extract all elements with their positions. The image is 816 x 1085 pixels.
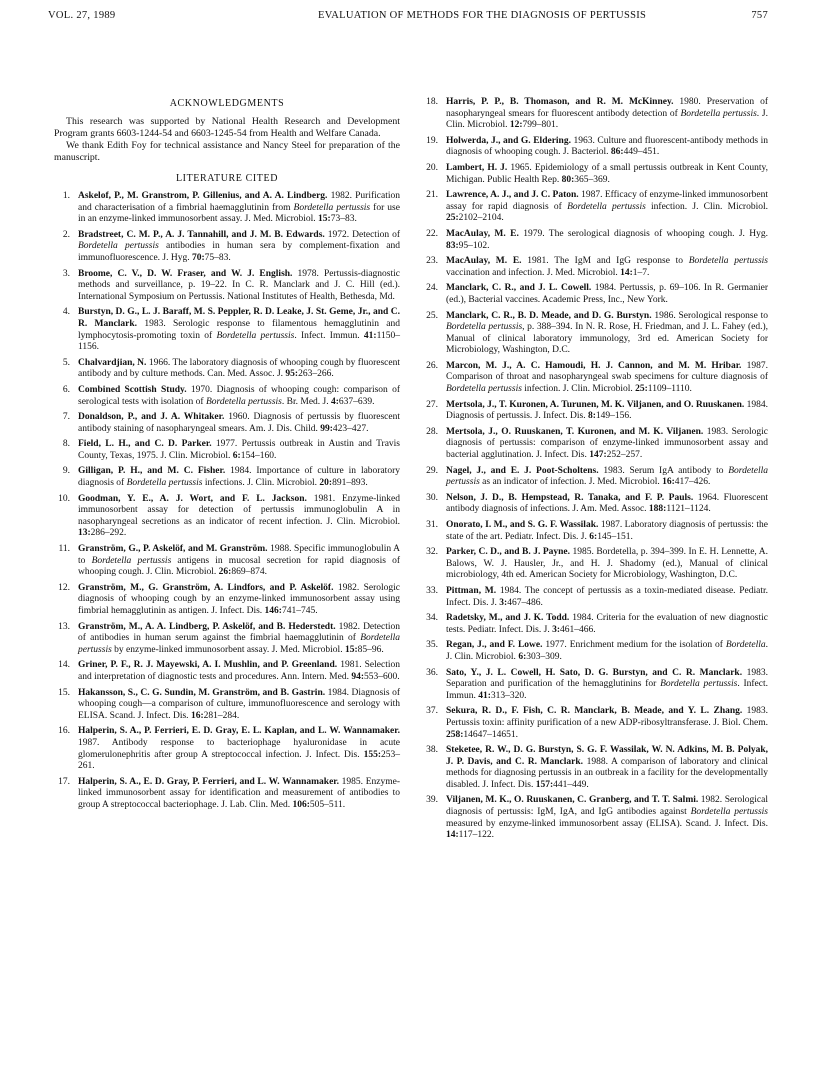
reference-text: 1978. Pertussis-diagnostic methods and surveillance, p. 19–22. In C. R. Manclark and J. C. Hill (ed.). International Symposium on Pertussis. National Institutes of Health, Bethesda, Md. [78,268,400,302]
reference-pages: 1–7. [632,267,650,278]
left-column [54,98,400,816]
running-header [48,10,768,26]
reference-text: 1983. Separation and purification of the hemagglutinins for [446,667,768,690]
reference-volume: 15: [318,214,331,225]
reference-volume: 99: [320,423,333,434]
reference-entry [54,583,400,618]
reference-volume: 80: [561,174,575,185]
reference-volume: 13: [78,528,91,539]
running-title: EVALUATION OF METHODS FOR THE DIAGNOSIS OF PERTUSSIS [318,10,647,21]
reference-text: . J. Clin. Microbiol. [446,640,768,662]
reference-volume: 155: [363,749,381,760]
reference-text: 1984. Importance of culture in laboratory diagnosis of [78,466,400,489]
reference-entry [54,777,400,812]
reference-organism: Bordetella pertussis [78,241,159,252]
reference-entry [422,427,768,462]
reference-entry [422,163,768,186]
reference-number: 3. [62,268,70,279]
reference-text: 1983. Pertussis toxin: affinity purification of a new ADP-ribosyltransferase. J. Biol. Chem. [446,706,768,728]
reference-number: 4. [62,307,70,318]
reference-authors: Marcon, M. J., A. C. Hamoudi, H. J. Cannon, and M. M. Hribar. [446,360,742,371]
reference-text: vaccination and infection. J. Med. Microbiol. [446,267,621,278]
reference-number: 11. [58,544,70,555]
reference-number: 19. [426,135,438,146]
reference-authors: Combined Scottish Study. [78,384,187,395]
acknowledgments-heading: ACKNOWLEDGMENTS [169,98,285,109]
reference-volume: 16: [662,477,675,488]
reference-volume: 16: [190,710,204,721]
reference-volume: 147: [589,450,607,461]
reference-pages: 799–801. [522,120,559,131]
page-number: 757 [751,10,768,21]
reference-text: . Infect. Immun. [294,330,364,341]
reference-volume: 157: [535,779,554,790]
reference-authors: Donaldson, P., and J. A. Whitaker. [78,412,225,423]
reference-authors: Onorato, I. M., and S. G. F. Wassilak. [446,520,599,530]
reference-organism: Bordetella pertussis [688,256,768,267]
reference-text: infections. J. Clin. Microbiol. [202,478,320,489]
reference-number: 37. [426,706,438,717]
reference-authors: Radetsky, M., and J. K. Todd. [446,613,570,624]
reference-pages: 365–369. [574,174,610,185]
reference-authors: Bradstreet, C. M. P., A. J. Tannahill, and J. M. B. Edwards. [78,229,325,240]
reference-authors: Regan, J., and F. Lowe. [446,640,543,651]
reference-number: 31. [426,520,438,530]
reference-entry [422,586,768,609]
reference-pages: 75–83. [204,252,231,263]
reference-entry [422,795,768,841]
reference-authors: Parker, C. D., and B. J. Payne. [446,547,571,558]
reference-organism: Bordetella pertussis [567,201,646,212]
reference-text: 1963. Culture and fluorescent-antibody methods in diagnosis of whooping cough. J. Bacteriol. [446,135,768,158]
reference-volume: 26: [218,567,232,578]
reference-text: 1970. Diagnosis of whooping cough: comparison of serological tests with isolation of [78,384,400,407]
reference-authors: Nagel, J., and E. J. Poot-Scholtens. [446,465,599,476]
reference-entry [422,745,768,791]
reference-authors: Manclark, C. R., and J. L. Cowell. [446,283,592,294]
reference-pages: 869–874. [231,567,267,578]
reference-entry [54,466,400,489]
reference-pages: 423–427. [332,423,369,434]
reference-entry [54,191,400,226]
reference-entry [422,400,768,423]
reference-volume: 70: [191,252,205,263]
reference-text: 1983. Serologic diagnosis of pertussis: comparison of enzyme-linked immunosorbent assay and bacterial agglutination. J. Infect. Dis. [446,426,768,461]
reference-organism: Bordetella pertussis [78,633,400,655]
reference-authors: Holwerda, J., and G. Eldering. [446,135,571,146]
reference-volume: 258: [446,729,464,740]
reference-entry [54,385,400,408]
reference-entry [54,439,400,462]
acknowledgments-section [54,98,400,164]
reference-organism: Bordetella pertussis [446,322,523,333]
reference-entry [54,412,400,435]
reference-authors: Burstyn, D. G., L. J. Baraff, M. S. Peppler, R. D. Leake, J. St. Geme, Jr., and C. R. Manclark. [78,307,400,329]
reference-volume: 6: [518,651,527,662]
reference-entry [422,283,768,306]
reference-authors: Sekura, R. D., F. Fish, C. R. Manclark, B. Meade, and Y. L. Zhang. [446,706,743,717]
reference-pages: 149–156. [595,411,632,422]
reference-entry [422,547,768,582]
reference-organism: Bordetella pertussis [660,679,738,690]
reference-authors: Granström, M., G. Granström, A. Lindfors, and P. Askelöf. [78,582,334,593]
reference-text: 1985. Bordetella, p. 394–399. In E. H. Lennette, A. Balows, W. J. Hausler, Jr., and H. J. Shadomy (ed.), Manual of clinical microbiology, 4th ed. American Society for Microbiology, Washington, D.C. [446,547,768,581]
reference-organism: Bordetella pertussis [205,396,282,407]
reference-text: 1977. Pertussis outbreak in Austin and Travis County, Texas, 1975. J. Clin. Microbiol. [78,439,401,461]
reference-authors: Manclark, C. R., B. D. Meade, and D. G. Burstyn. [446,310,652,321]
reference-text: 1972. Detection of [324,229,400,240]
reference-number: 1. [62,191,70,201]
reference-volume: 86: [610,147,624,158]
reference-number: 6. [62,384,70,395]
reference-volume: 83: [446,240,459,251]
reference-text: as an indicator of infection. J. Med. Microbiol. [479,477,663,488]
reference-entry [422,706,768,741]
literature-cited-section [54,173,400,811]
reference-entry [422,613,768,636]
reference-entry [422,136,768,159]
reference-authors: Viljanen, M. K., O. Ruuskanen, C. Granberg, and T. T. Salmi. [446,795,699,806]
reference-authors: Askelof, P., M. Granstrom, P. Gillenius, and A. A. Lindberg. [78,191,328,201]
reference-number: 2. [62,229,70,240]
reference-text: 1966. The laboratory diagnosis of whooping cough by fluorescent antibody and by culture methods. Can. Med. Assoc. J. [78,357,401,380]
reference-volume: 188: [648,504,667,515]
reference-pages: 637–639. [338,396,375,407]
reference-volume: 3: [499,597,508,608]
reference-volume: 6: [589,531,598,542]
reference-entry [422,493,768,516]
reference-number: 27. [426,399,438,410]
reference-volume: 12: [509,120,523,131]
reference-volume: 20: [319,478,333,489]
reference-pages: 891–893. [332,478,368,489]
reference-pages: 1109–1110. [647,384,692,395]
reference-entry [54,230,400,265]
reference-pages: 85–96. [357,644,384,655]
reference-list-right [422,97,768,842]
reference-number: 38. [426,745,438,756]
reference-entry [422,466,768,489]
reference-text: 1984. The concept of pertussis as a toxin-mediated disease. Pediatr. Infect. Dis. J. [446,585,768,608]
reference-number: 20. [426,162,438,173]
reference-authors: Harris, P. P., B. Thomason, and R. M. McKinney. [446,97,674,107]
reference-number: 23. [426,256,438,267]
reference-text: 1981. The IgM and IgG response to [521,256,689,267]
reference-number: 8. [62,439,70,450]
reference-entry [422,97,768,132]
reference-text: 1960. Diagnosis of pertussis by fluorescent antibody staining of nasopharyngeal smears. Am. J. Dis. Child. [78,412,400,434]
reference-text: measured by enzyme-linked immunosorbent assay (ELISA). Scand. J. Infect. Dis. [446,818,768,829]
reference-volume: 25: [635,384,648,395]
reference-text: . J. Clin. Microbiol. [446,108,768,131]
reference-authors: Mertsola, J., O. Ruuskanen, T. Kuronen, and M. K. Viljanen. [446,426,704,437]
reference-number: 32. [426,547,438,558]
reference-number: 35. [426,640,438,651]
reference-organism: Bordetella pertussis [216,330,295,341]
reference-volume: 94: [351,671,364,682]
reference-text: 1982. Serological diagnosis of pertussis: IgM, IgA, and IgG antibodies against [446,795,768,818]
reference-number: 10. [58,493,70,504]
reference-number: 29. [426,465,438,476]
reference-text: 1988. A comparison of laboratory and clinical methods for diagnosing pertussis in an outbreak in a facility for the developmentally disabled. J. Infect. Dis. [446,756,768,790]
reference-number: 13. [58,621,70,632]
reference-number: 14. [58,660,70,671]
reference-entry [422,256,768,279]
reference-volume: 106: [292,799,310,810]
reference-text: 1982. Purification and characterisation of a fimbrial haemagglutinin from [78,191,401,213]
reference-organism: Bordetella pertussis [690,807,768,818]
reference-volume: 41: [363,330,377,341]
reference-number: 28. [426,426,438,437]
reference-pages: 467–486. [507,597,543,608]
reference-number: 5. [62,357,70,368]
reference-text: 1987. Efficacy of enzyme-linked immunosorbent assay for rapid diagnosis of [446,190,768,212]
reference-text: 1984. Diagnosis of pertussis. J. Infect. Dis. [446,399,769,422]
reference-organism: Bordetella pertussis [293,202,371,213]
reference-pages: 741–745. [281,606,318,616]
reference-number: 25. [426,310,438,321]
reference-pages: 281–284. [203,710,240,721]
reference-authors: Halperin, S. A., E. D. Gray, P. Ferrieri, and L. W. Wannamaker. [78,776,340,787]
reference-text: 1983. Serologic response to filamentous hemagglutinin and lymphocytosis-promoting toxin of [78,318,400,341]
reference-volume: 95: [285,369,299,380]
reference-volume: 14: [620,267,633,278]
reference-text: 1987. Comparison of throat and nasopharyngeal swab specimens for culture diagnosis of [446,360,768,383]
reference-volume: 25: [446,213,459,224]
reference-number: 24. [426,283,438,294]
reference-text: 1984. Criteria for the evaluation of new diagnostic tests. Pediatr. Infect. Dis. J. [446,613,769,635]
reference-number: 39. [426,795,438,806]
reference-number: 21. [426,190,438,201]
reference-pages: 313–320. [490,690,527,701]
reference-organism: Bordetella pertussis [446,465,768,488]
reference-organism: Bordetella pertussis [91,555,172,566]
reference-number: 18. [426,97,438,107]
reference-authors: Broome, C. V., D. W. Fraser, and W. J. English. [78,268,293,279]
reference-pages: 553–600. [364,671,400,682]
reference-text: 1984. Diagnosis of whooping cough—a comparison of culture, immunofluorescence and serology with ELISA. Scand. J. Infect. Dis. [78,687,400,721]
reference-pages: 154–160. [240,450,277,461]
reference-pages: 145–151. [597,531,633,542]
reference-volume: 4: [330,396,339,407]
reference-pages: 253–261. [78,749,400,772]
reference-text: 1987. Antibody response to bacteriophage hyaluronidase in acute glomerulonephritis after group A streptococcal infection. J. Infect. Dis. [78,737,400,760]
reference-entry [422,190,768,225]
reference-pages: 2102–2104. [458,213,504,224]
reference-organism: Bordetella pertussis [446,384,522,395]
reference-entry [422,229,768,252]
reference-entry [54,622,400,657]
reference-authors: Goodman, Y. E., A. J. Wort, and F. L. Jackson. [78,493,307,504]
reference-number: 30. [426,492,438,503]
reference-organism: Bordetella pertussis [680,108,757,119]
reference-text: 1983. Serum IgA antibody to [598,465,729,476]
reference-entry [422,640,768,663]
reference-pages: 505–511. [309,799,346,810]
reference-text: 1986. Serological response to [651,310,768,321]
acknowledgments-paragraph: This research was supported by National Health Research and Development Program grants 6603-1244-54 and 6603-1245-54 from Health and Welfare Canada. [54,115,400,139]
reference-pages: 449–451. [623,147,660,158]
reference-number: 36. [426,667,438,678]
reference-text: 1985. Enzyme-linked immunosorbent assay for identification and measurement of antibodies to group A streptococcal bacteriophage. J. Lab. Clin. Med. [78,776,400,810]
reference-pages: 461–466. [560,624,596,635]
reference-authors: Chalvardjian, N. [78,357,147,368]
reference-number: 17. [58,776,70,787]
reference-text: , p. 388–394. In N. R. Rose, H. Friedman, and J. L. Fahey (ed.), Manual of clinical laboratory immunology, 3rd ed. American Society for Microbiology, Washington, D.C. [446,322,768,356]
reference-text: 1988. Specific immunoglobulin A to [78,544,400,566]
reference-authors: MacAulay, M. E. [446,228,519,239]
reference-text: 1982. Serologic diagnosis of whooping cough by an enzyme-linked immunosorbent assay using fimbrial hemagglutinin as antigen. J. Infect. Dis. [78,582,400,616]
reference-authors: Griner, P. F., R. J. Mayewski, A. I. Mushlin, and P. Greenland. [78,660,338,671]
reference-number: 12. [58,582,70,593]
reference-pages: 252–257. [606,450,643,461]
reference-text: infection. J. Clin. Microbiol. [645,201,768,212]
acknowledgments-paragraph: We thank Edith Foy for technical assistance and Nancy Steel for preparation of the manuscript. [54,140,400,164]
reference-entry [422,668,768,703]
reference-authors: Sato, Y., J. L. Cowell, H. Sato, D. G. Burstyn, and C. R. Manclark. [446,667,743,678]
reference-authors: Granström, M., A. A. Lindberg, P. Askelöf, and B. Hederstedt. [78,621,336,632]
reference-authors: Gilligan, P. H., and M. C. Fisher. [78,466,226,477]
reference-volume: 15: [344,644,358,655]
reference-number: 9. [62,466,70,477]
reference-authors: Hakansson, S., C. G. Sundin, M. Granström, and B. Gastrin. [78,687,326,698]
reference-authors: Steketee, R. W., D. G. Burstyn, S. G. F. Wassilak, W. N. Adkins, M. B. Polyak, J. P. Davis, and C. R. Manclark. [446,745,768,767]
reference-text: 1981. Enzyme-linked immunosorbent assay for detection of pertussis immunoglobulin A in nasopharyngeal secretions as an indicator of recent infection. J. Clin. Microbiol. [78,493,400,527]
reference-text: 1982. Detection of antibodies in human serum against the fimbrial haemagglutinin of [78,621,400,644]
reference-authors: Pittman, M. [446,585,497,596]
reference-text: 1984. Pertussis, p. 69–106. In R. Germanier (ed.), Bacterial vaccines. Academic Press, Inc., New York. [446,283,768,305]
volume-label: VOL. 27, 1989 [48,10,116,21]
literature-cited-heading: LITERATURE CITED [175,173,279,185]
reference-entry [54,307,400,353]
reference-text: 1965. Epidemiology of a small pertussis outbreak in Kent County, Michigan. Public Health Rep. [446,162,768,185]
reference-volume: 8: [587,411,596,422]
reference-pages: 417–426. [674,477,711,488]
reference-text: antibodies in human sera by complement-fixation and immunofluorescence. J. Hyg. [78,241,400,263]
reference-pages: 286–292. [90,528,127,539]
reference-volume: 3: [552,624,560,635]
reference-entry [54,726,400,772]
reference-volume: 6: [232,450,241,461]
reference-volume: 146: [264,606,282,616]
reference-text: by enzyme-linked immunosorbent assay. J. Med. Microbiol. [111,644,345,655]
reference-text: for use in an enzyme-linked immunosorbent assay. J. Med. Microbiol. [78,202,400,225]
reference-entry [422,520,768,543]
reference-text: 1987. Laboratory diagnosis of pertussis: the state of the art. Pediatr. Infect. Dis. J. [446,520,768,542]
reference-text: antigens in mucosal secretion for rapid diagnosis of whooping cough. J. Clin. Microbiol. [78,555,400,578]
reference-number: 15. [58,687,70,698]
reference-text: 1977. Enrichment medium for the isolation of [542,640,726,651]
reference-authors: Field, L. H., and C. D. Parker. [78,439,212,450]
reference-text: 1981. Selection and interpretation of diagnostic tests and procedures. Ann. Intern. Med. [78,660,400,682]
reference-text: 1964. Fluorescent antibody diagnosis of infections. J. Am. Med. Assoc. [446,492,768,515]
reference-pages: 73–83. [330,214,357,225]
reference-organism: Bordetella [725,640,766,651]
reference-entry [54,688,400,723]
reference-number: 34. [426,613,438,624]
right-column [422,97,768,846]
reference-number: 7. [62,412,70,423]
reference-authors: Halperin, S. A., P. Ferrieri, E. D. Gray, E. L. Kaplan, and L. W. Wannamaker. [78,726,400,737]
reference-volume: 14: [446,830,459,841]
reference-authors: Lambert, H. J. [446,162,508,173]
reference-text: 1979. The serological diagnosis of whooping cough. J. Hyg. [518,228,768,239]
reference-entry [422,361,768,396]
reference-text: infection. J. Clin. Microbiol. [521,384,636,395]
reference-organism: Bordetella pertussis [126,478,203,489]
reference-entry [54,660,400,683]
reference-entry [54,544,400,579]
reference-pages: 95–102. [458,240,490,251]
reference-pages: 1150–1156. [78,330,400,353]
reference-authors: Mertsola, J., T. Kuronen, A. Turunen, M. K. Viljanen, and O. Ruuskanen. [446,399,745,410]
reference-entry [54,358,400,381]
reference-list-left [54,191,400,812]
reference-entry [422,311,768,357]
reference-entry [54,269,400,304]
reference-authors: Lawrence, A. J., and J. C. Paton. [446,190,579,201]
reference-pages: 1121–1124. [666,504,711,515]
reference-authors: Granström, G., P. Askelöf, and M. Granström. [78,544,268,555]
reference-volume: 41: [478,690,491,701]
reference-number: 16. [58,726,70,737]
reference-authors: Nelson, J. D., B. Hempstead, R. Tanaka, and F. P. Pauls. [446,492,694,503]
reference-text: . Infect. Immun. [446,679,768,701]
reference-pages: 303–309. [526,651,562,662]
reference-number: 26. [426,360,438,371]
reference-pages: 263–266. [298,369,334,380]
reference-number: 22. [426,228,438,239]
reference-authors: MacAulay, M. E. [446,256,522,267]
reference-pages: 117–122. [458,830,494,841]
reference-text: . Br. Med. J. [281,396,331,407]
reference-text: 1980. Preservation of nasopharyngeal smears for fluorescent antibody detection of [446,97,768,119]
reference-number: 33. [426,585,438,596]
reference-pages: 441–449. [553,779,589,790]
reference-entry [54,494,400,540]
reference-pages: 14647–14651. [463,729,519,740]
